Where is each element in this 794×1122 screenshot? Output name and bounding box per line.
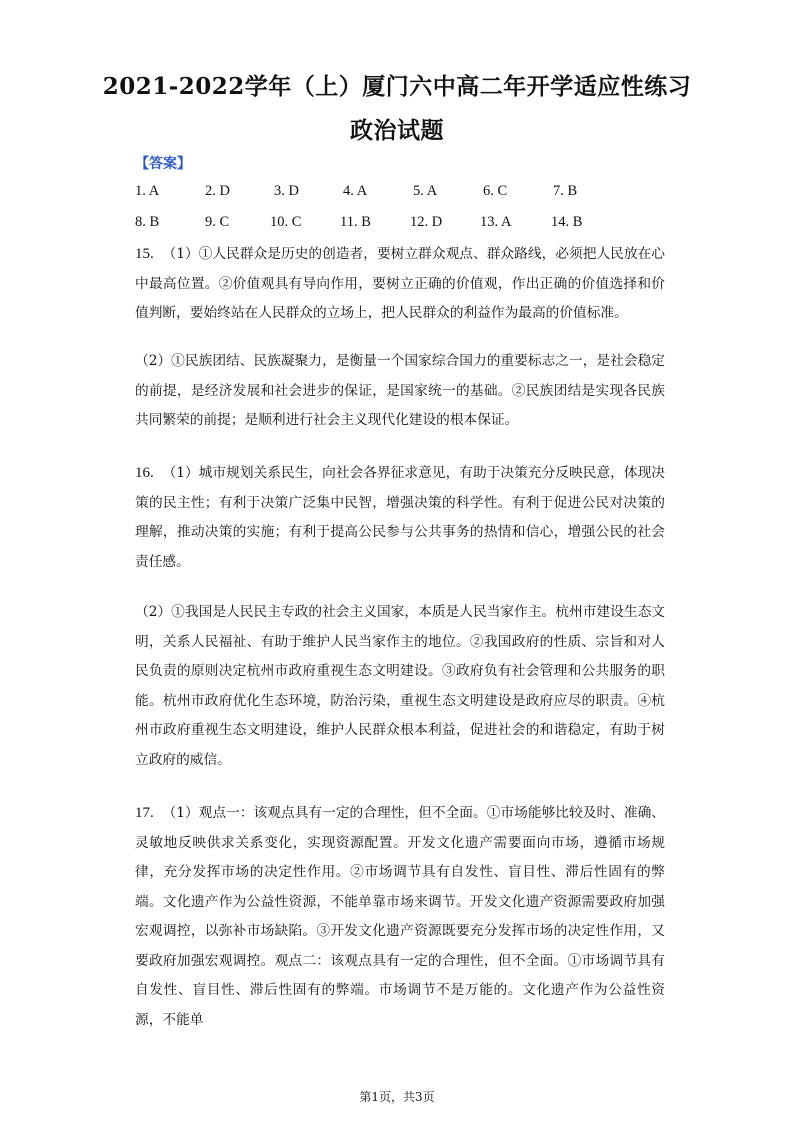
document-subtitle: 政治试题 [350, 117, 444, 144]
question-16-answer-1 [135, 459, 665, 577]
question-17-answer-1 [135, 799, 665, 1035]
answer-text: （1）①人民群众是历史的创造者，要树立群众观点、群众路线，必须把人民放在心中最高位置。②价值观具有导向作用，要树立正确的价值观，作出正确的价值选择和价值判断，要始终站在人民群众的立场上，把人民群众的利益作为最高的价值标准。 [135, 246, 665, 321]
answer-item: 13. A [480, 214, 512, 230]
answer-text: （2）①民族团结、民族凝聚力，是衡量一个国家综合国力的重要标志之一，是社会稳定的前提，是经济发展和社会进步的保证，是国家统一的基础。②民族团结是实现各民族共同繁荣的前提；是顺利进行社会主义现代化建设的根本保证。 [135, 353, 665, 428]
answer-item: 6. C [483, 183, 508, 199]
answer-label: 【答案】 [135, 156, 191, 172]
page-footer: 第1页，共3页 [359, 1090, 435, 1104]
answer-text: （1）城市规划关系民生，向社会各界征求意见，有助于决策充分反映民意，体现决策的民主性；有利于决策广泛集中民智，增强决策的科学性。有利于促进公民对决策的理解，推动决策的实施；有利于提高公民参与公共事务的热情和信心，增强公民的社会责任感。 [135, 465, 665, 570]
question-number: 17. [135, 805, 154, 821]
answer-text: （1）观点一：该观点具有一定的合理性，但不全面。①市场能够比较及时、准确、灵敏地反映供求关系变化，实现资源配置。开发文化遗产需要面向市场，遵循市场规律，充分发挥市场的决定性作用。②市场调节具有自发性、盲目性、滞后性固有的弊端。文化遗产作为公益性资源，不能单靠市场来调节。开发文化遗产资源需要政府加强宏观调控，以弥补市场缺陷。③开发文化遗产资源既要充分发挥市场的决定性作用，又要政府加强宏观调控。观点二：该观点具有一定的合理性，但不全面。①市场调节具有自发性、盲目性、滞后性固有的弊端。市场调节不是万能的。文化遗产作为公益性资源，不能单 [135, 805, 665, 1028]
question-15-answer-1 [135, 240, 665, 329]
answer-text: （2）①我国是人民民主专政的社会主义国家，本质是人民当家作主。杭州市建设生态文明，关系人民福祉、有助于维护人民当家作主的地位。②我国政府的性质、宗旨和对人民负责的原则决定杭州市政府重视生态文明建设。③政府负有社会管理和公共服务的职能。杭州市政府优化生态环境，防治污染，重视生态文明建设是政府应尽的职责。④杭州市政府重视生态文明建设，维护人民群众根本利益，促进社会的和谐稳定，有助于树立政府的威信。 [135, 604, 665, 768]
answer-item: 3. D [274, 183, 299, 199]
answer-item: 10. C [270, 214, 302, 230]
question-number: 16. [135, 465, 154, 481]
answer-item: 8. B [135, 214, 160, 230]
question-number: 15. [135, 246, 154, 262]
answer-item: 14. B [551, 214, 583, 230]
answer-item: 9. C [205, 214, 230, 230]
answer-item: 4. A [343, 183, 368, 199]
question-16-answer-2 [135, 598, 665, 775]
document-title: 2021-2022学年（上）厦门六中高二年开学适应性练习 [102, 73, 692, 100]
question-15-answer-2 [135, 347, 665, 436]
answer-item: 7. B [553, 183, 578, 199]
answer-item: 11. B [340, 214, 371, 230]
answer-item: 1. A [135, 183, 160, 199]
answer-item: 2. D [205, 183, 230, 199]
answer-item: 12. D [410, 214, 443, 230]
answer-item: 5. A [413, 183, 438, 199]
